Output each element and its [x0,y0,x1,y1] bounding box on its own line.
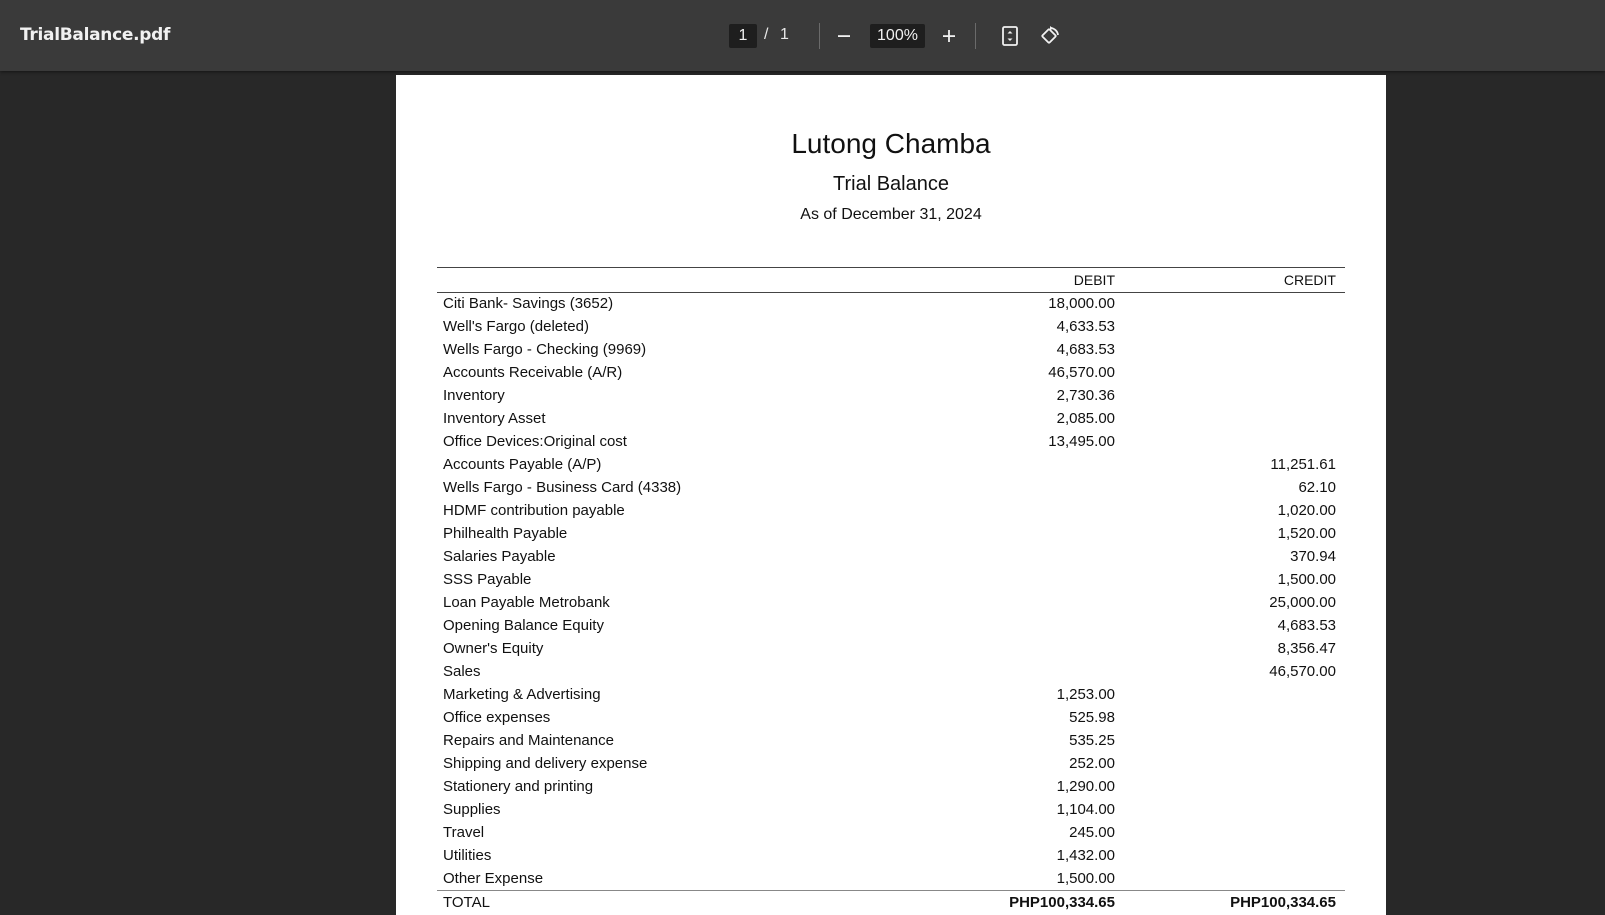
debit-amount: 245.00 [1069,824,1115,841]
credit-amount: 370.94 [1290,548,1336,565]
debit-amount: 1,432.00 [1056,847,1115,864]
debit-amount: 1,253.00 [1056,686,1115,703]
debit-amount: 13,495.00 [1048,433,1115,450]
zoom-out-button[interactable] [828,20,860,52]
table-row [396,776,1386,799]
rotate-button[interactable] [1034,20,1066,52]
table-row [396,615,1386,638]
table-row [396,592,1386,615]
debit-amount: 535.25 [1069,732,1115,749]
account-name: Utilities [443,847,492,864]
report-date: As of December 31, 2024 [800,206,982,223]
total-debit: PHP100,334.65 [1009,894,1115,911]
account-name: Other Expense [443,870,544,887]
debit-amount: 1,500.00 [1056,870,1115,887]
debit-amount: 252.00 [1069,755,1115,772]
company-name: Lutong Chamba [791,128,991,159]
fit-page-icon [1001,26,1019,46]
table-row [396,569,1386,592]
account-name: Well's Fargo (deleted) [443,318,589,335]
table-row [396,546,1386,569]
credit-amount: 1,520.00 [1277,525,1336,542]
table-row [396,293,1386,316]
table-row [396,799,1386,822]
account-name: Salaries Payable [443,548,556,565]
total-row [396,892,1386,915]
account-name: Stationery and printing [443,778,594,795]
table-row [396,385,1386,408]
account-name: SSS Payable [443,571,532,588]
account-name: Sales [443,663,481,680]
table-row [396,431,1386,454]
table-row [396,753,1386,776]
table-row [396,684,1386,707]
report-title: Trial Balance [833,173,949,195]
credit-amount: 1,500.00 [1277,571,1336,588]
table-row [396,500,1386,523]
account-name: Inventory Asset [443,410,546,427]
debit-amount: 4,683.53 [1056,341,1115,358]
toolbar-divider [975,23,976,49]
rotate-icon [1039,25,1061,47]
page-number-input[interactable]: 1 [729,24,757,48]
credit-amount: 1,020.00 [1277,502,1336,519]
debit-amount: 46,570.00 [1048,364,1115,381]
table-row [396,454,1386,477]
plus-icon [941,28,957,44]
debit-amount: 2,730.36 [1056,387,1115,404]
table-row [396,316,1386,339]
table-row [396,339,1386,362]
page-separator: / [764,26,769,43]
account-name: HDMF contribution payable [443,502,625,519]
credit-amount: 11,251.61 [1270,456,1336,473]
account-name: Shipping and delivery expense [443,755,648,772]
account-name: Loan Payable Metrobank [443,594,610,611]
account-name: Supplies [443,801,501,818]
table-row [396,845,1386,868]
credit-column-header: CREDIT [1283,272,1336,288]
pdf-page [396,75,1386,915]
table-row [396,868,1386,891]
account-name: Owner's Equity [443,640,544,657]
account-name: Accounts Payable (A/P) [443,456,602,473]
total-label: TOTAL [443,894,490,911]
account-name: Wells Fargo - Checking (9969) [443,341,647,358]
toolbar-divider [819,23,820,49]
zoom-in-button[interactable] [933,20,965,52]
account-name: Opening Balance Equity [443,617,604,634]
debit-amount: 1,290.00 [1056,778,1115,795]
zoom-level-input[interactable]: 100% [870,24,925,48]
credit-amount: 62.10 [1298,479,1336,496]
table-top-rule [437,267,1345,268]
fit-page-button[interactable] [994,20,1026,52]
table-row [396,730,1386,753]
account-name: Accounts Receivable (A/R) [443,364,623,381]
pdf-toolbar [0,0,1605,71]
debit-column-header: DEBIT [1073,272,1115,288]
debit-amount: 525.98 [1069,709,1115,726]
page-count: 1 [780,26,789,43]
table-row [396,638,1386,661]
account-name: Marketing & Advertising [443,686,601,703]
account-name: Philhealth Payable [443,525,568,542]
total-credit: PHP100,334.65 [1230,894,1336,911]
account-name: Travel [443,824,485,841]
minus-icon [836,28,852,44]
table-row [396,707,1386,730]
trial-balance-rows [396,293,1386,891]
credit-amount: 25,000.00 [1269,594,1336,611]
account-name: Wells Fargo - Business Card (4338) [443,479,682,496]
credit-amount: 46,570.00 [1269,663,1336,680]
account-name: Citi Bank- Savings (3652) [443,295,614,312]
table-row [396,822,1386,845]
table-row [396,408,1386,431]
account-name: Office expenses [443,709,551,726]
credit-amount: 8,356.47 [1277,640,1336,657]
table-row [396,661,1386,684]
credit-amount: 4,683.53 [1277,617,1336,634]
table-row [396,477,1386,500]
account-name: Inventory [443,387,505,404]
table-row [396,523,1386,546]
table-row [396,362,1386,385]
total-rule [437,890,1345,891]
debit-amount: 1,104.00 [1056,801,1115,818]
document-title: TrialBalance.pdf [20,25,171,45]
debit-amount: 18,000.00 [1048,295,1115,312]
debit-amount: 2,085.00 [1056,410,1115,427]
debit-amount: 4,633.53 [1056,318,1115,335]
account-name: Repairs and Maintenance [443,732,614,749]
account-name: Office Devices:Original cost [443,433,627,450]
